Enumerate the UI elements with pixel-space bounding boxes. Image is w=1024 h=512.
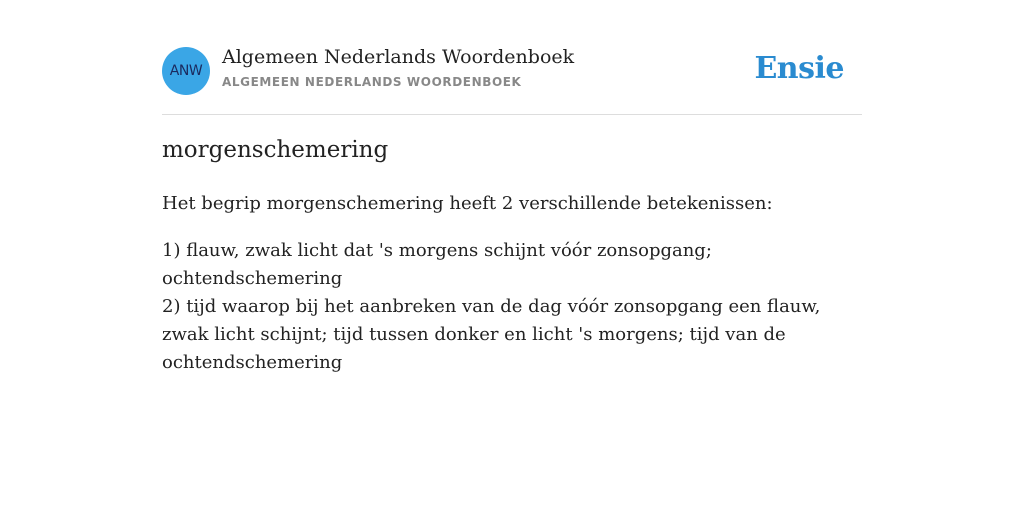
ensie-brand-link[interactable]: Ensie [754, 51, 844, 86]
site-title[interactable]: Algemeen Nederlands Woordenboek [222, 46, 575, 68]
header [162, 44, 862, 115]
anw-logo[interactable] [162, 47, 210, 95]
logo-text: ANW [169, 63, 203, 79]
entry-intro: Het begrip morgenschemering heeft 2 verschillende betekenissen: [162, 193, 773, 214]
site-subtitle: ALGEMEEN NEDERLANDS WOORDENBOEK [222, 75, 522, 89]
meanings-list [162, 237, 862, 377]
page-title: morgenschemering [162, 137, 389, 163]
meaning-item: 2) tijd waarop bij het aanbreken van de dag vóór zonsopgang een flauw, zwak licht schijnt; tijd tussen donker en licht 's morgens; tijd van de ochtendschemering [162, 296, 821, 373]
meaning-item: 1) flauw, zwak licht dat 's morgens schijnt vóór zonsopgang; ochtendschemering [162, 240, 712, 289]
